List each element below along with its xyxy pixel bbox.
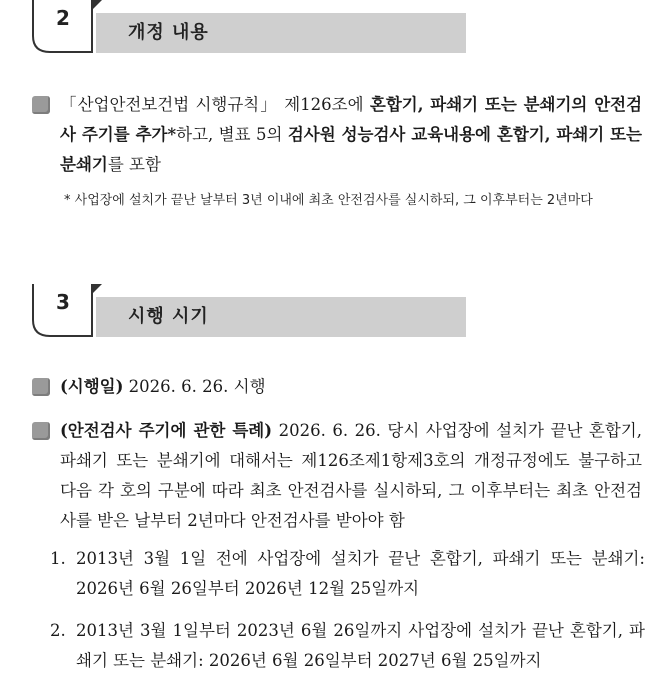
list-item: [50, 544, 645, 604]
list-item-text: 2013년 3월 1일부터 2023년 6월 26일까지 사업장에 설치가 끝난 혼합기, 파쇄기 또는 분쇄기: 2026년 6월 26일부터 2027년 6월 25일까지: [76, 621, 645, 670]
section-number: 2: [56, 6, 70, 30]
effective-label: (시행일): [60, 377, 124, 396]
list-item: [50, 616, 645, 676]
list-item-number: 2.: [50, 621, 66, 640]
amend-text-2: 혼합기, 파쇄기 또는 분쇄기의 안전검사 주기를 추가*: [60, 95, 643, 144]
list-item-text: 2013년 3월 1일 전에 사업장에 설치가 끝난 혼합기, 파쇄기 또는 분쇄기: 2026년 6월 26일부터 2026년 12월 25일까지: [76, 549, 645, 598]
section-header-amendment: [32, 0, 466, 54]
amend-text-3: 하고, 별표 5의: [176, 125, 288, 144]
section-number: 3: [56, 290, 70, 314]
square-bullet-icon: [32, 422, 50, 440]
effective-date-paragraph: [32, 372, 642, 402]
square-bullet-icon: [32, 378, 50, 396]
amend-text-1: 「산업안전보건법 시행규칙」 제126조에: [60, 95, 370, 114]
amendment-paragraph: [32, 90, 642, 180]
special-provision-paragraph: [32, 416, 642, 536]
special-label: (안전검사 주기에 관한 특례): [60, 421, 273, 440]
amend-text-5: 를 포함: [107, 155, 161, 174]
section-header-effective: [32, 284, 466, 338]
amend-text-4: 검사원 성능검사 교육내용에 혼합기, 파쇄기 또는 분쇄기: [60, 125, 642, 174]
special-text: 2026. 6. 26. 당시 사업장에 설치가 끝난 혼합기, 파쇄기 또는 분쇄기에 대해서는 제126조제1항제3호의 개정규정에도 불구하고 다음 각 호의 구분에 따라 최초 안전검사를 실시하되, 그 이후부터는 최초 안전검사를 받은 날부터 2년마다 안전검사를 받아야 함: [60, 421, 642, 530]
amendment-footnote: * 사업장에 설치가 끝난 날부터 3년 이내에 최초 안전검사를 실시하되, 그 이후부터는 2년마다: [64, 193, 593, 208]
square-bullet-icon: [32, 96, 50, 114]
list-item-number: 1.: [50, 549, 66, 568]
section-title: 시행 시기: [128, 306, 209, 327]
section-title: 개정 내용: [128, 22, 209, 43]
effective-text: 2026. 6. 26. 시행: [123, 377, 266, 396]
